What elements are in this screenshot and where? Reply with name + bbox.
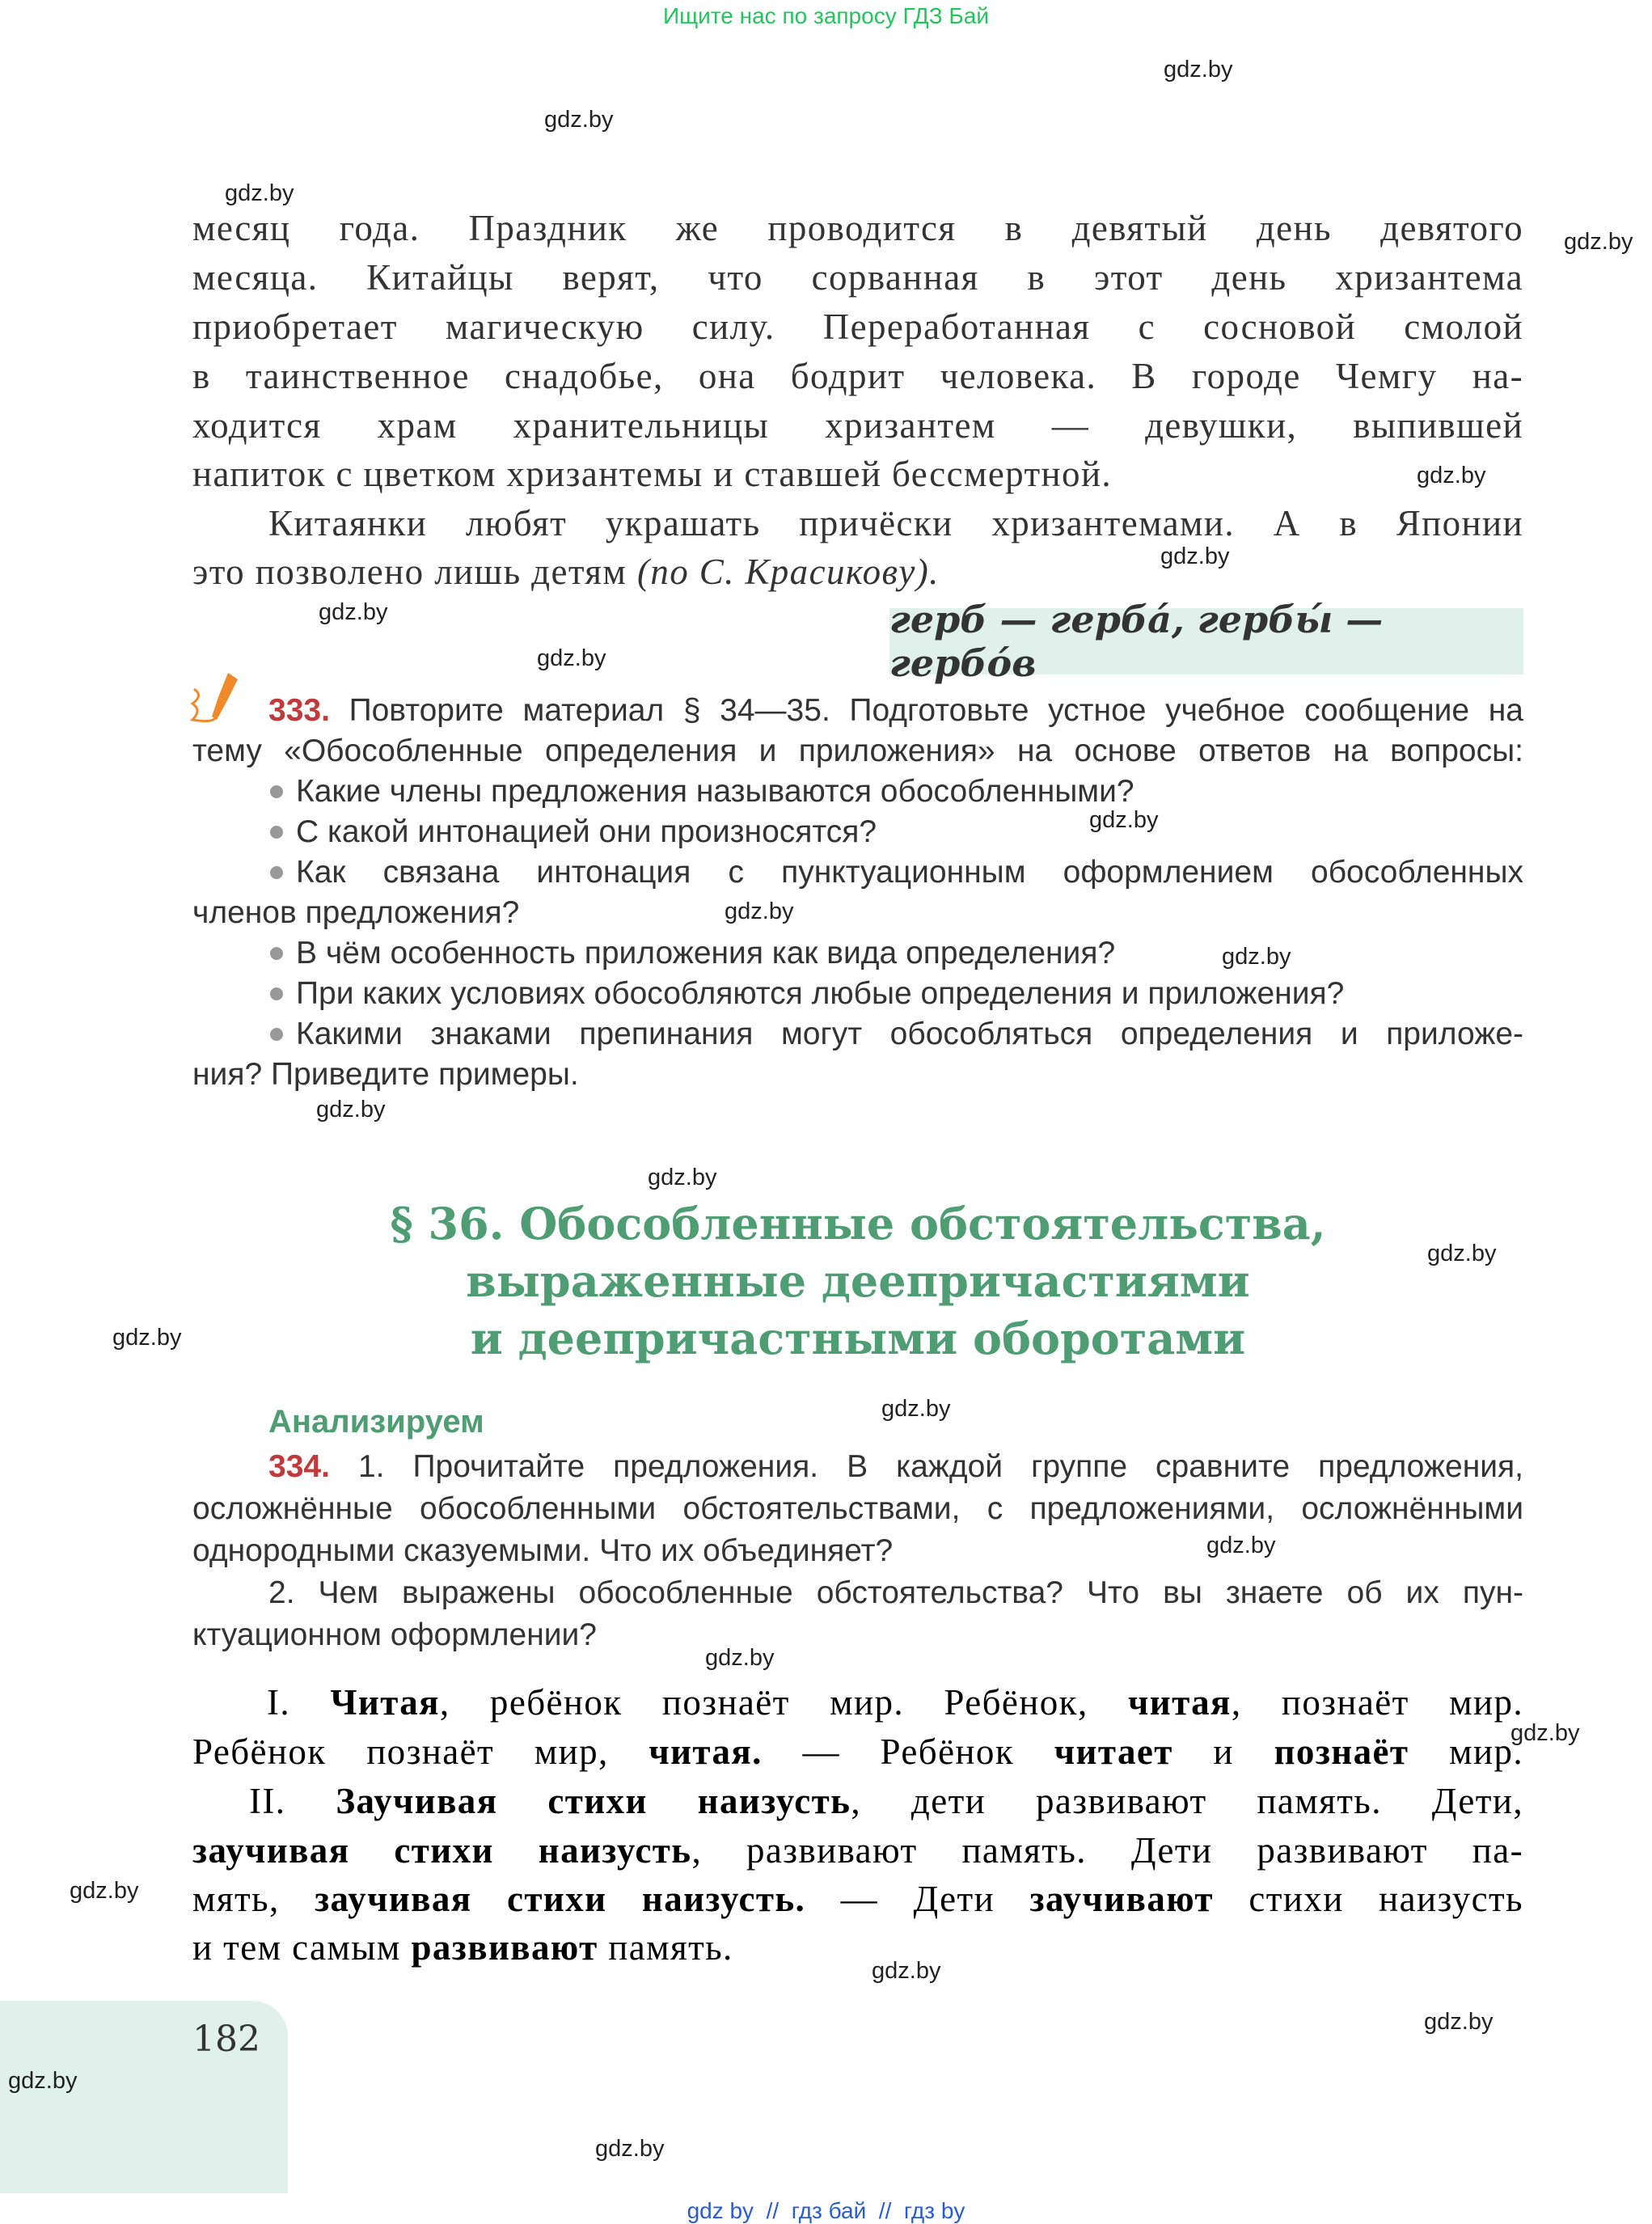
- example-line: и тем самым развивают память.: [192, 1927, 733, 1968]
- text-line: месяц года. Праздник же проводится в девятый день девятого: [192, 208, 1523, 248]
- ex333-line: тему «Обособленные определения и приложения» на основе ответов на вопросы:: [192, 734, 1523, 768]
- section-title: [192, 1195, 1523, 1368]
- bullet-item: В чём особенность приложения как вида определения?: [192, 934, 1523, 973]
- example-line: мять, заучивая стихи наизусть. — Дети заучивают стихи наизусть: [192, 1879, 1523, 1919]
- text-line: приобретает магическую силу. Переработанная с сосновой смолой: [192, 307, 1523, 347]
- exercise-number: 333.: [268, 693, 330, 728]
- watermark: gdz.by: [1206, 1533, 1276, 1558]
- watermark: gdz.by: [1164, 57, 1233, 82]
- page-number: 182: [192, 2019, 260, 2060]
- bullet-item-cont: членов предложения?: [192, 895, 520, 930]
- watermark: gdz.by: [648, 1165, 717, 1190]
- watermark: gdz.by: [1089, 807, 1159, 833]
- watermark: gdz.by: [1564, 229, 1633, 255]
- subheading: Анализируем: [268, 1404, 484, 1440]
- watermark: gdz.by: [881, 1396, 951, 1422]
- watermark: gdz.by: [1417, 463, 1486, 488]
- text-line-end: это позволено лишь детям: [192, 552, 627, 592]
- watermark: gdz.by: [1510, 1720, 1580, 1746]
- watermark: gdz.by: [316, 1097, 386, 1123]
- stress-box-text: герб — гербá, гербы́ — гербóв: [889, 598, 1384, 685]
- ex334-line: осложнённые обособленными обстоятельствами, с предложениями, осложнёнными: [192, 1491, 1523, 1526]
- ex334-line: ктуационном оформлении?: [192, 1617, 597, 1652]
- bullet-item: При каких условиях обособляются любые определения и приложения?: [192, 975, 1523, 1013]
- example-line: заучивая стихи наизусть, развивают память. Дети развивают па-: [192, 1830, 1523, 1871]
- exercise-number: 334.: [268, 1449, 330, 1484]
- watermark: gdz.by: [705, 1645, 775, 1671]
- stress-box: [889, 598, 1523, 685]
- text-line: [192, 550, 1523, 594]
- watermark: gdz.by: [595, 2136, 665, 2162]
- bullet-item: Какими знаками препинания могут обособляться определения и приложе-: [270, 1015, 1523, 1053]
- watermark: gdz.by: [112, 1325, 182, 1351]
- text-line: Китаянки любят украшать причёски хризантемами. А в Японии: [268, 503, 1523, 543]
- text-line: в таинственное снадобье, она бодрит человека. В городе Чемгу на-: [192, 356, 1523, 396]
- watermark: gdz.by: [1222, 944, 1291, 970]
- section-title-line: выраженные деепричастиями: [466, 1255, 1250, 1307]
- bullet-item: Какие члены предложения называются обособленными?: [192, 772, 1523, 811]
- footer-links[interactable]: gdz by // гдз бай // гдз by: [687, 2198, 965, 2223]
- watermark: gdz.by: [725, 898, 794, 924]
- watermark: gdz.by: [70, 1878, 139, 1904]
- text-line: ходится храм хранительницы хризантем — девушки, выпившей: [192, 405, 1523, 446]
- text-line: месяца. Китайцы верят, что сорванная в этот день хризантема: [192, 257, 1523, 298]
- watermark: gdz.by: [319, 599, 388, 625]
- top-banner[interactable]: Ищите нас по запросу ГДЗ Бай: [662, 3, 990, 28]
- example-line: Ребёнок познаёт мир, читая. — Ребёнок читает и познаёт мир.: [192, 1731, 1523, 1772]
- watermark: gdz.by: [1424, 2009, 1494, 2035]
- ex334-line: 334. 1. Прочитайте предложения. В каждой группе сравните предложения,: [268, 1449, 1523, 1484]
- watermark: gdz.by: [1427, 1241, 1497, 1266]
- watermark: gdz.by: [537, 645, 606, 671]
- source-citation: (по С. Красикову).: [636, 552, 940, 592]
- section-title-line: и деепричастными оборотами: [470, 1313, 1246, 1364]
- ex333-text: Повторите материал § 34—35. Подготовьте устное учебное сообщение на: [349, 693, 1523, 728]
- watermark: gdz.by: [544, 107, 614, 133]
- watermark: gdz.by: [1160, 543, 1230, 569]
- ex334-line: 2. Чем выражены обособленные обстоятельства? Что вы знаете об их пун-: [268, 1575, 1523, 1610]
- watermark: gdz.by: [225, 180, 294, 206]
- watermark: gdz.by: [8, 2068, 78, 2094]
- ex333-line: [268, 691, 1523, 729]
- example-line: II. Заучивая стихи наизусть, дети развивают память. Дети,: [249, 1781, 1523, 1821]
- example-line: I. Читая, ребёнок познаёт мир. Ребёнок, читая, познаёт мир.: [267, 1682, 1523, 1723]
- bullet-item: Как связана интонация с пунктуационным оформлением обособленных: [270, 853, 1523, 891]
- pen-nib-icon: [188, 670, 252, 734]
- bullet-item: С какой интонацией они произносятся?: [192, 813, 1523, 852]
- watermark: gdz.by: [872, 1958, 941, 1984]
- text-line: напиток с цветком хризантемы и ставшей бессмертной.: [192, 454, 1113, 494]
- bullet-item-cont: ния? Приведите примеры.: [192, 1057, 579, 1092]
- section-title-line: § 36. Обособленные обстоятельства,: [390, 1198, 1326, 1249]
- ex334-line: однородными сказуемыми. Что их объединяет?: [192, 1533, 894, 1568]
